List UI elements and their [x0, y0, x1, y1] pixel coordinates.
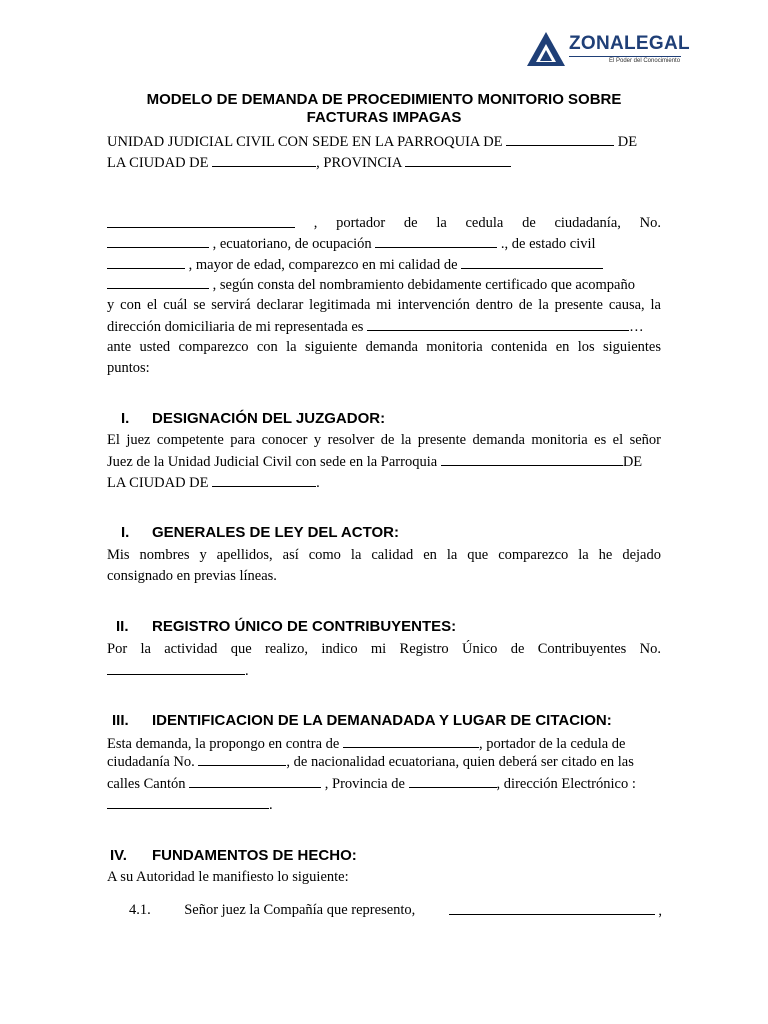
- para1-estado-civil-text: ., de estado civil: [500, 236, 596, 252]
- item-4-1-text: Señor juez la Compañía que represento,: [184, 902, 416, 918]
- blank-parroquia: [506, 131, 614, 146]
- para1-comma: ,: [313, 215, 318, 231]
- section-3-line-1: Por la actividad que realizo, indico mi Registro Único de Contribuyentes No.: [107, 641, 661, 657]
- document-title-line-1: MODELO DE DEMANDA DE PROCEDIMIENTO MONITORIO SOBRE: [146, 91, 622, 108]
- section-4-canton-text: calles Cantón: [107, 776, 186, 792]
- logo-rule: [569, 56, 681, 57]
- blank-demandada: [343, 733, 479, 748]
- section-2-line-2: consignado en previas líneas.: [107, 568, 277, 584]
- section-2-number: I.: [121, 524, 130, 541]
- para1-word-cedula: cedula: [465, 215, 504, 231]
- para1-calidad-text: , mayor de edad, comparezco en mi calidad de: [188, 257, 458, 273]
- blank-nombre: [107, 213, 295, 228]
- section-2-line-1: Mis nombres y apellidos, así como la calidad en la que comparezco la he dejado: [107, 547, 661, 563]
- blank-s1-parroquia: [441, 451, 623, 466]
- section-5-number: IV.: [110, 847, 127, 864]
- section-4-ciudadania-text: ciudadanía No.: [107, 754, 195, 770]
- para1-line-8: puntos:: [107, 360, 150, 376]
- section-4-provincia-text: , Provincia de: [324, 776, 405, 792]
- section-2-heading: GENERALES DE LEY DEL ACTOR:: [152, 524, 399, 541]
- para1-direccion-text: dirección domiciliaria de mi representada es: [107, 319, 364, 335]
- section-3-line-2: [107, 660, 661, 681]
- section-1-number: I.: [121, 410, 130, 427]
- section-3-period: .: [245, 663, 249, 679]
- section-4-number: III.: [112, 712, 129, 729]
- intro-line-1: [107, 131, 661, 152]
- section-4-contra-text: Esta demanda, la propongo en contra de: [107, 736, 340, 752]
- para1-line-3: [107, 254, 661, 275]
- section-5-item-4-1: [129, 900, 662, 921]
- section-4-heading: IDENTIFICACION DE LA DEMANADADA Y LUGAR DE CITACION:: [152, 712, 612, 729]
- section-1-heading: DESIGNACIÓN DEL JUZGADOR:: [152, 410, 386, 427]
- blank-calidad: [461, 254, 603, 269]
- item-4-1-comma: ,: [658, 903, 662, 919]
- blank-ocupacion: [375, 233, 497, 248]
- para1-word-de: de: [403, 215, 418, 231]
- blank-s1-ciudad: [212, 472, 316, 487]
- section-4-period: .: [269, 797, 273, 813]
- logo-brand: ZONALEGAL: [569, 33, 690, 54]
- blank-provincia: [405, 152, 511, 167]
- section-4-nacionalidad-text: , de nacionalidad ecuatoriana, quien deberá ser citado en las: [286, 754, 634, 770]
- section-1-ciudad-text: LA CIUDAD DE: [107, 475, 209, 491]
- blank-email: [107, 794, 269, 809]
- section-3-heading: REGISTRO ÚNICO DE CONTRIBUYENTES:: [152, 618, 457, 635]
- para1-word-ciudadania: ciudadanía,: [554, 215, 621, 231]
- section-5-line-1: A su Autoridad le manifiesto lo siguiente:: [107, 869, 349, 885]
- para1-line-5: y con el cuál se servirá declarar legitimada mi intervención dentro de la presente causa, la: [107, 297, 661, 313]
- intro-line-2: [107, 152, 661, 173]
- para1-ocupacion-text: , ecuatoriano, de ocupación: [212, 236, 372, 252]
- para1-nombramiento-text: , según consta del nombramiento debidamente certificado que acompaño: [212, 277, 635, 293]
- intro-provincia-text: , PROVINCIA: [316, 155, 402, 171]
- logo-triangle-icon: [525, 30, 567, 70]
- item-4-1-number: 4.1.: [129, 902, 151, 918]
- blank-s4-provincia: [409, 773, 497, 788]
- blank-cedula-no: [107, 233, 209, 248]
- section-5-heading: FUNDAMENTOS DE HECHO:: [152, 847, 357, 864]
- blank-estado-civil: [107, 254, 185, 269]
- section-1-line-3: [107, 472, 661, 493]
- blank-canton: [189, 773, 321, 788]
- section-4-line-4: [107, 794, 661, 815]
- intro-de-text: DE: [617, 134, 638, 150]
- blank-s4-cedula: [198, 751, 286, 766]
- section-4-line-2: [107, 751, 661, 772]
- section-3-number: II.: [116, 618, 129, 635]
- section-4-email-text: , dirección Electrónico :: [496, 776, 636, 792]
- para1-ellipsis: …: [629, 319, 644, 335]
- para1-word-la: la: [436, 215, 447, 231]
- blank-ruc: [107, 660, 245, 675]
- logo-tagline: El Poder del Conocimiento: [609, 58, 681, 64]
- section-1-de-text: DE: [622, 454, 643, 470]
- intro-court-text: UNIDAD JUDICIAL CIVIL CON SEDE EN LA PARROQUIA DE: [107, 134, 503, 150]
- para1-word-no: No.: [639, 215, 661, 231]
- blank-ciudad: [212, 152, 316, 167]
- section-1-parroquia-text: Juez de la Unidad Judicial Civil con sede en la Parroquia: [107, 454, 438, 470]
- para1-line-7: ante usted comparezco con la siguiente demanda monitoria contenida en los siguientes: [107, 339, 661, 355]
- section-1-period: .: [316, 475, 320, 491]
- blank-item-4-1: [449, 900, 655, 915]
- para1-word-portador: portador: [336, 215, 386, 231]
- section-1-line-2: [107, 451, 661, 472]
- blank-direccion: [367, 316, 629, 331]
- document-title-line-2: FACTURAS IMPAGAS: [306, 109, 462, 126]
- section-1-line-1: El juez competente para conocer y resolver de la presente demanda monitoria es el señor: [107, 432, 661, 448]
- intro-ciudad-text: LA CIUDAD DE: [107, 155, 209, 171]
- blank-nombramiento: [107, 274, 209, 289]
- section-4-portador-text: , portador de la cedula de: [478, 736, 626, 752]
- para1-word-de-2: de: [522, 215, 536, 231]
- zonalegal-logo: [525, 30, 690, 70]
- section-4-line-3: [107, 773, 661, 794]
- para1-line-6: [107, 316, 661, 337]
- para1-line-2: [107, 233, 661, 254]
- para1-line-1: [107, 213, 661, 233]
- para1-line-4: [107, 274, 661, 295]
- item-4-1-blank-wrap: [449, 900, 662, 921]
